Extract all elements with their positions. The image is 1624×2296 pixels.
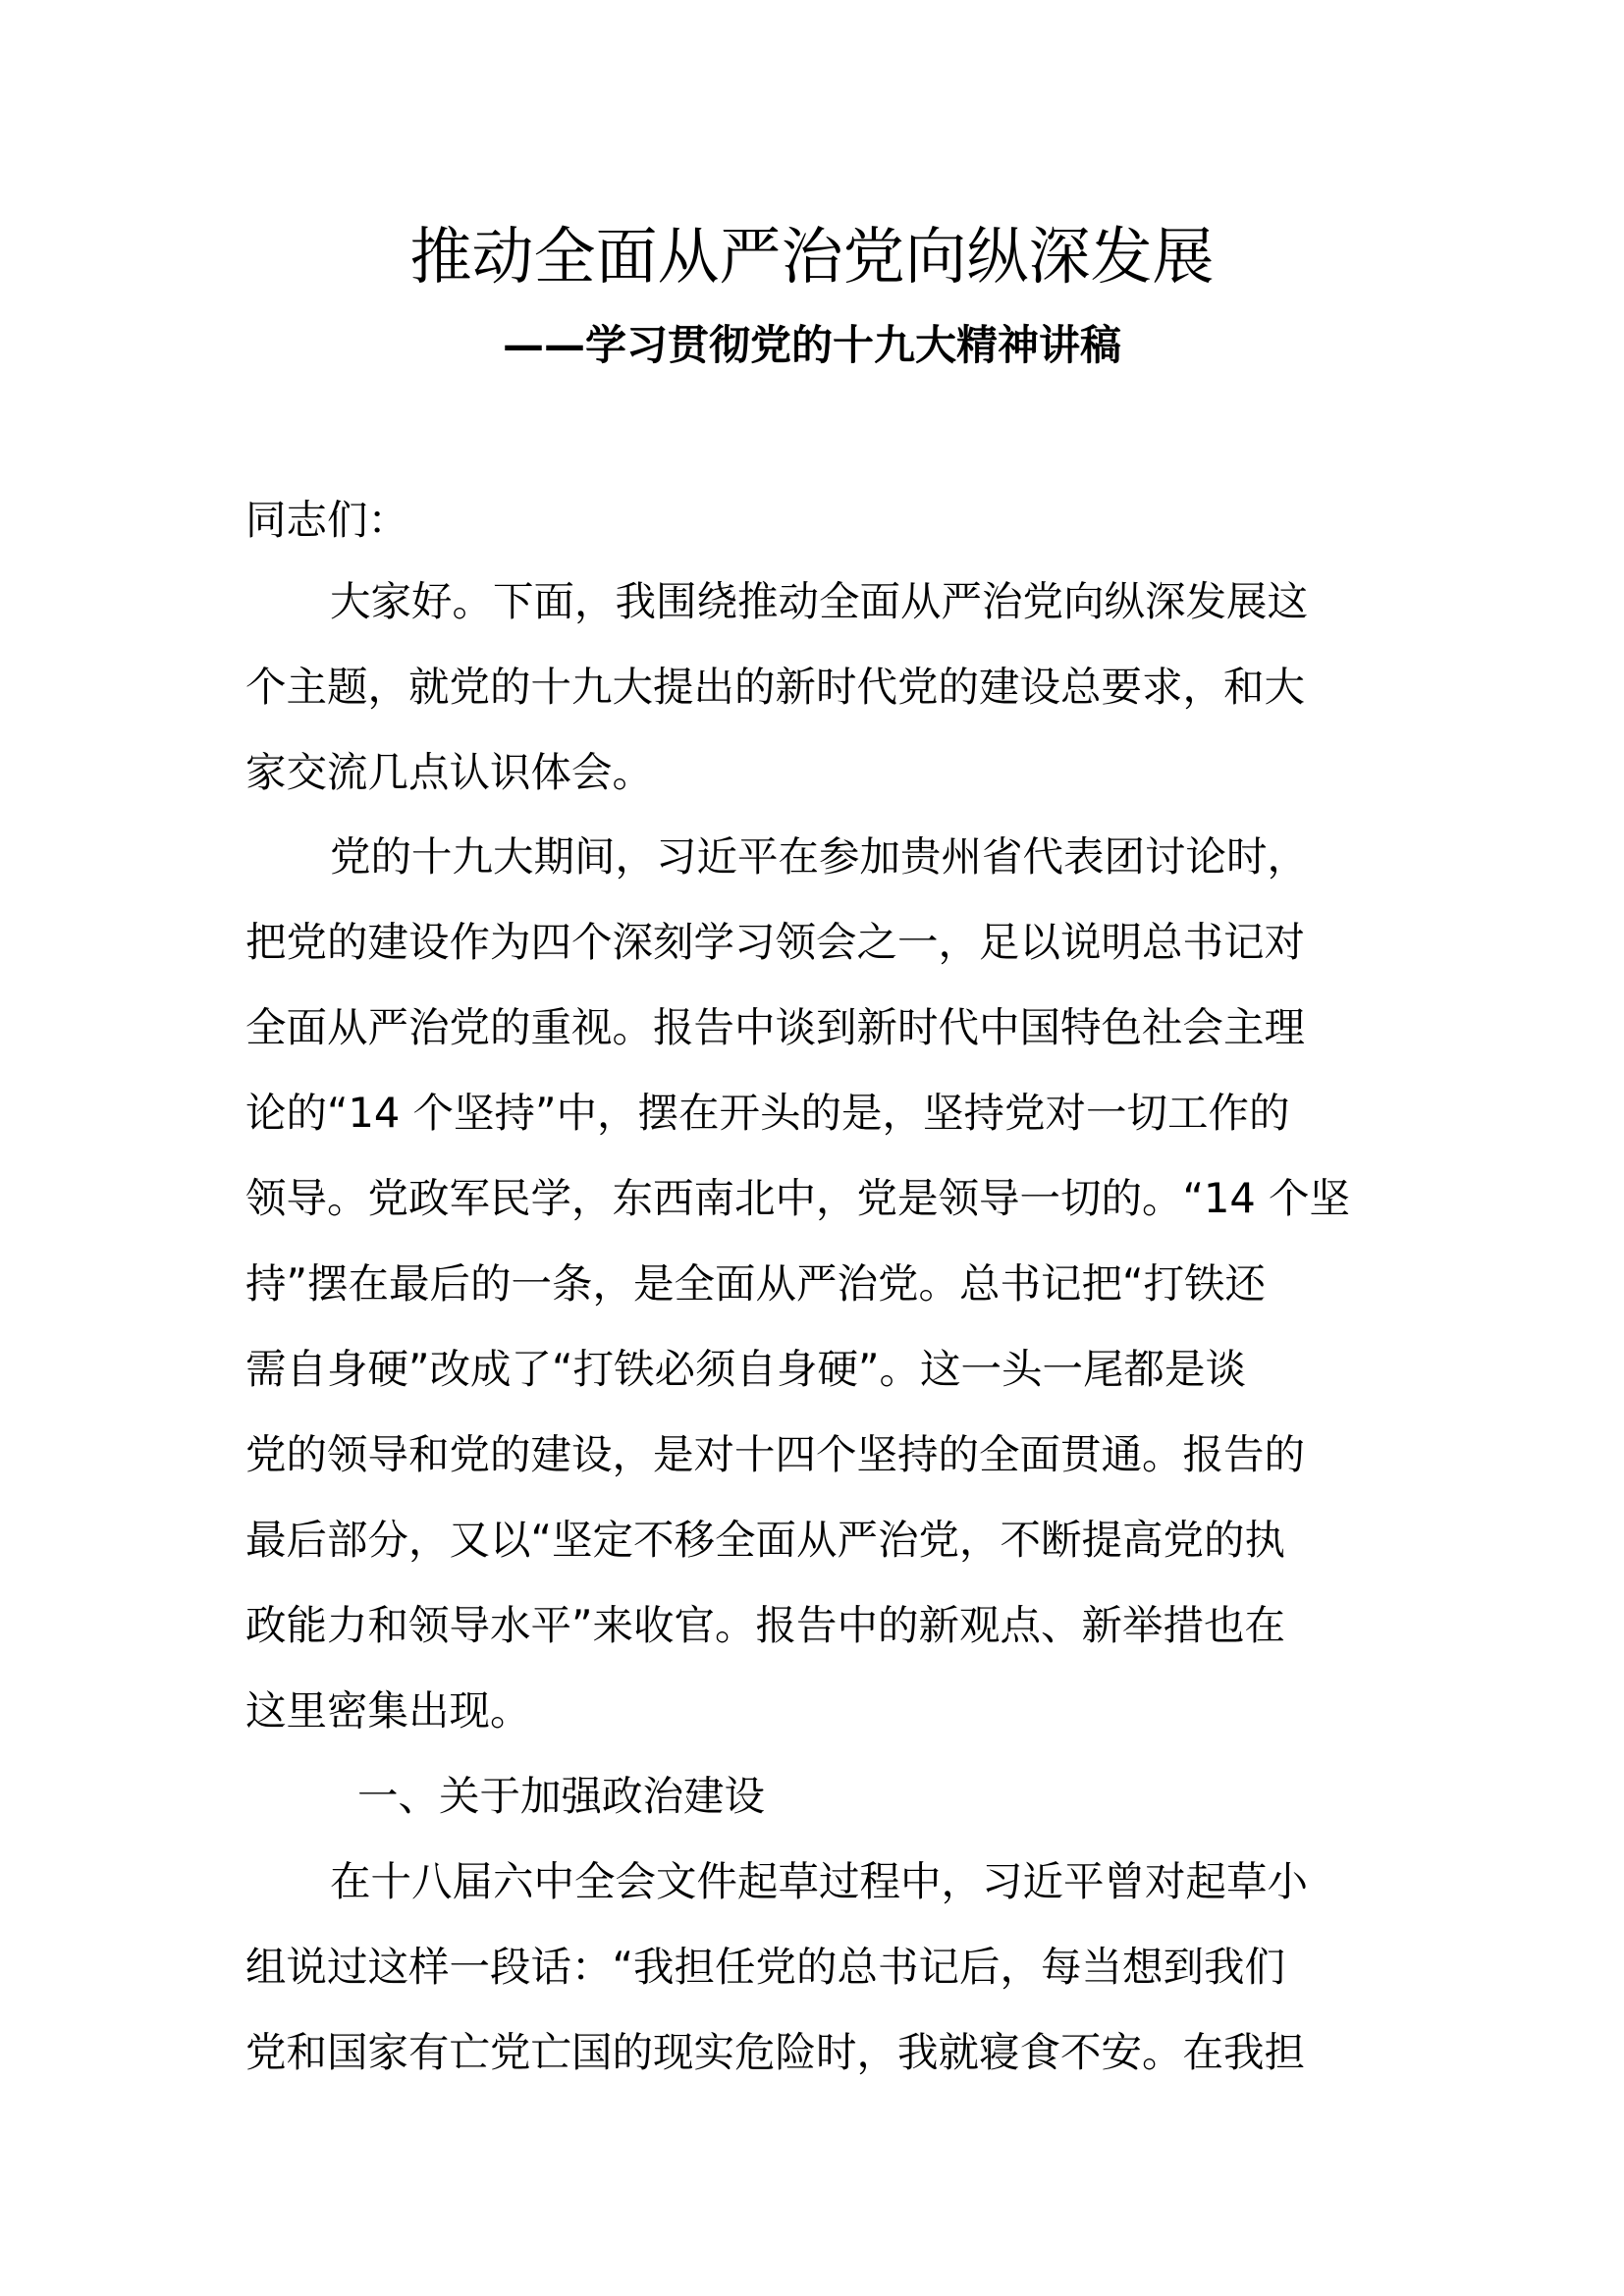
paragraph-line: 最后部分，又以“坚定不移全面从严治党，不断提高党的执 — [245, 1516, 1286, 1564]
document-subtitle: ——学习贯彻党的十九大精神讲稿 — [502, 321, 1121, 369]
paragraph-line: 需自身硬”改成了“打铁必须自身硬”。这一头一尾都是谈 — [245, 1345, 1247, 1393]
paragraph-line: 持”摆在最后的一条，是全面从严治党。总书记把“打铁还 — [245, 1259, 1267, 1308]
paragraph-line: 组说过这样一段话：“我担任党的总书记后，每当想到我们 — [245, 1943, 1286, 1991]
paragraph-line: 家交流几点认识体会。 — [245, 748, 654, 796]
paragraph-line: 这里密集出现。 — [245, 1686, 531, 1735]
paragraph-line: 全面从严治党的重视。报告中谈到新时代中国特色社会主理 — [245, 1003, 1306, 1051]
paragraph-line: 把党的建设作为四个深刻学习领会之一，足以说明总书记对 — [245, 918, 1306, 966]
paragraph-line: 党和国家有亡党亡国的现实危险时，我就寝食不安。在我担 — [245, 2028, 1306, 2076]
salutation: 同志们： — [245, 496, 409, 544]
paragraph-line: 个主题，就党的十九大提出的新时代党的建设总要求，和大 — [245, 663, 1306, 711]
paragraph-line: 领导。党政军民学，东西南北中，党是领导一切的。“14 个坚 — [245, 1174, 1351, 1222]
paragraph-line: 政能力和领导水平”来收官。报告中的新观点、新举措也在 — [245, 1601, 1286, 1649]
paragraph-line: 在十八届六中全会文件起草过程中，习近平曾对起草小 — [330, 1857, 1309, 1905]
document-title: 推动全面从严治党向纵深发展 — [409, 221, 1215, 293]
paragraph-line: 党的领导和党的建设，是对十四个坚持的全面贯通。报告的 — [245, 1430, 1306, 1478]
paragraph-line: 大家好。下面，我围绕推动全面从严治党向纵深发展这 — [330, 577, 1309, 625]
paragraph-line: 党的十九大期间，习近平在参加贵州省代表团讨论时， — [330, 832, 1309, 881]
section-heading: 一、关于加强政治建设 — [357, 1772, 766, 1820]
paragraph-line: 论的“14 个坚持”中，摆在开头的是，坚持党对一切工作的 — [245, 1089, 1290, 1137]
